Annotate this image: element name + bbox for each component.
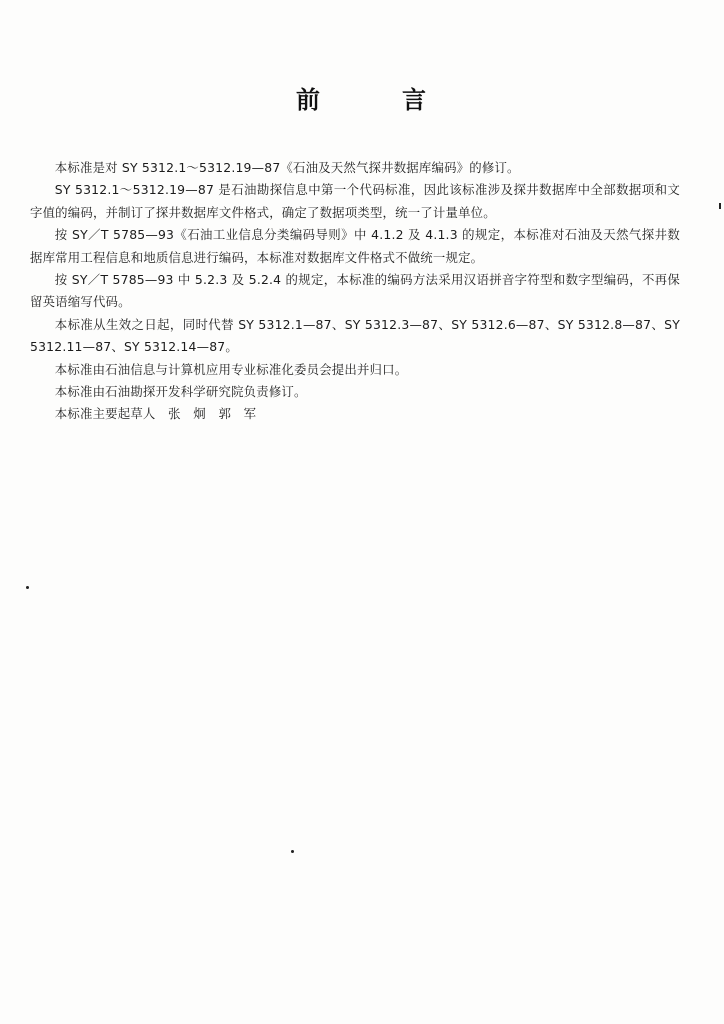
paragraph-encoding-method: 按 SY／T 5785—93 中 5.2.3 及 5.2.4 的规定，本标准的编码方法采用汉语拼音字符型和数字型编码，不再保留英语缩写代码。 bbox=[30, 272, 680, 310]
title-char-2: 言 bbox=[402, 86, 428, 114]
scan-speck bbox=[291, 850, 294, 853]
body-text bbox=[30, 157, 680, 426]
paragraph-encoding-rules: 按 SY／T 5785—93《石油工业信息分类编码导则》中 4.1.2 及 4.1.3 的规定，本标准对石油及天然气探井数据库常用工程信息和地质信息进行编码，本标准对数据库文件格式不做统一规定。 bbox=[30, 227, 680, 265]
page-title bbox=[0, 80, 724, 115]
title-char-1: 前 bbox=[296, 86, 322, 114]
paragraph-proposer: 本标准由石油信息与计算机应用专业标准化委员会提出并归口。 bbox=[54, 361, 408, 377]
scan-speck bbox=[719, 203, 721, 209]
scan-speck bbox=[26, 586, 29, 589]
paragraph-original-standard: SY 5312.1～5312.19—87 是石油勘探信息中第一个代码标准，因此该标准涉及探井数据库中全部数据项和文字值的编码，并制订了探井数据库文件格式，确定了数据项类型，统一了计量单位。 bbox=[30, 182, 680, 220]
paragraph-revision-scope: 本标准是对 SY 5312.1～5312.19—87《石油及天然气探井数据库编码》的修订。 bbox=[54, 160, 520, 175]
paragraph-replacement: 本标准从生效之日起，同时代替 SY 5312.1—87、SY 5312.3—87、SY 5312.6—87、SY 5312.8—87、SY 5312.11—87、SY 5312.14—87。 bbox=[30, 316, 680, 355]
paragraph-drafters: 本标准主要起草人 张 炯 郭 军 bbox=[54, 406, 257, 422]
paragraph-reviser: 本标准由石油勘探开发科学研究院负责修订。 bbox=[54, 384, 307, 400]
